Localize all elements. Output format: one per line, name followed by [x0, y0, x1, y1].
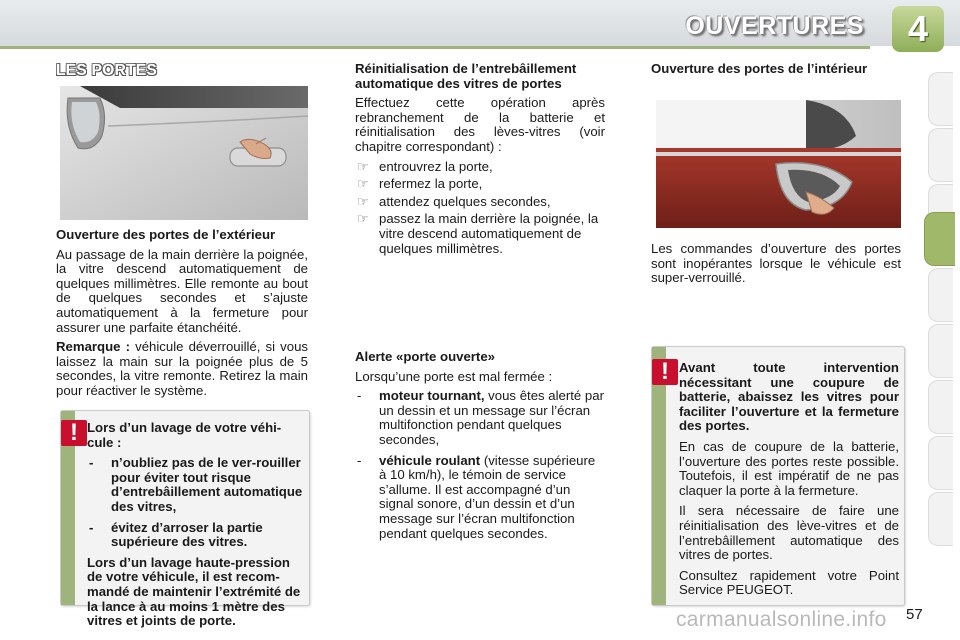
middle-column-bottom [355, 350, 605, 547]
washing-warning-outro: Lors d’un lavage haute-pression de votre véhicule, il est recom-mandé de maintenir l’extrémité de la lance à au moins 1 mètre des vitres et joints de porte. [87, 554, 301, 629]
list-item: ☞ attendez quelques secondes, [357, 193, 551, 209]
interior-opening-text-block [651, 242, 901, 291]
list-item: ☞ refermez la porte, [357, 176, 483, 192]
chapter-title: OUVERTURES [685, 12, 864, 40]
exterior-opening-text: Au passage de la main derrière la poignée, la vitre descend automatiquement de quelques millimètres. Elle remonte au bout de quelques secondes et s’ajuste automatiquement à la fermeture pour assurer une parfaite étanchéité. [56, 246, 308, 335]
list-item: - n’oubliez pas de le ver-rouiller pour éviter tout risque d’entrebâillement automatique des vitres, [89, 455, 303, 514]
chapter-tab-8[interactable] [928, 436, 953, 490]
remark-paragraph [56, 340, 308, 398]
chapter-tab-1[interactable] [928, 72, 953, 126]
battery-warning-bold: Avant toute intervention nécessitant une coupure de batterie, abaissez les vitres pour faciliter l’ouverture et la fermeture des portes. [679, 360, 899, 434]
battery-warning-p1: En cas de coupure de la batterie, l’ouverture des portes reste possible. Toutefois, il est impératif de ne pas claquer la porte à la fermeture. [679, 438, 899, 498]
interior-opening-heading-block [651, 62, 901, 82]
reinitialisation-steps [355, 160, 605, 257]
chapter-tab-6[interactable] [928, 324, 953, 378]
chapter-tab-7[interactable] [928, 380, 953, 434]
interior-door-handle-illustration [656, 100, 901, 228]
chapter-tab-9[interactable] [928, 492, 953, 546]
remark-label: Remarque : [56, 339, 130, 355]
list-item: - véhicule roulant (vitesse supérieure à 10 km/h), le témoin de service s’allume. Il est accompagné d’un signal sonore, d’un dessin et d’un message sur l’écran multifonction pendant quelques secondes. [357, 452, 596, 541]
remark-text: véhicule déverrouillé, si vous laissez la main sur la poignée plus de 5 secondes, la vitre remonte. Retirez la main pour réactiver le système. [56, 339, 309, 398]
chapter-tab-5[interactable] [928, 268, 953, 322]
hand-pointer-icon: ☞ [357, 158, 369, 174]
battery-warning-box [651, 346, 905, 606]
hand-pointer-icon: ☞ [357, 211, 369, 227]
door-open-alert-text: Lorsqu’une porte est mal fermée : [355, 368, 553, 384]
chapter-tab-2[interactable] [928, 128, 953, 182]
warning-exclamation-icon: ! [652, 359, 678, 385]
middle-column-top [355, 62, 605, 259]
warning-box-accent-bar [652, 347, 666, 605]
section-title: LES PORTES [56, 62, 158, 79]
washing-warning-list [87, 456, 305, 550]
hand-pointer-icon: ☞ [357, 193, 369, 209]
list-item: - moteur tournant, vous êtes alerté par un dessin et un message sur l’écran multifonction pendant quelques secondes, [357, 388, 604, 447]
interior-opening-text: Les commandes d’ouverture des portes sont inopérantes lorsque le véhicule est super-verrouillé. [651, 241, 901, 286]
battery-warning-p2: Il sera nécessaire de faire une réinitialisation des lève-vitres et de l’entrebâillement automatique des vitres de portes. [679, 503, 899, 563]
battery-warning-p3: Consultez rapidement votre Point Service PEUGEOT. [679, 567, 899, 598]
chapter-tabs [928, 72, 960, 578]
chapter-tab-4-active[interactable] [924, 212, 955, 266]
washing-warning-text [87, 421, 305, 635]
chapter-number-badge: 4 [892, 6, 944, 52]
left-column-text [56, 228, 308, 404]
page-number: 57 [906, 606, 923, 623]
header-accent-line [0, 46, 870, 49]
exterior-door-handle-illustration [60, 86, 308, 220]
hand-pointer-icon: ☞ [357, 176, 369, 192]
watermark: carmanualsonline.info [676, 608, 887, 631]
list-item: ☞ entrouvrez la porte, [357, 158, 493, 174]
reinitialisation-heading: Réinitialisation de l’entrebâillement automatique des vitres de portes [355, 61, 577, 91]
exterior-opening-heading: Ouverture des portes de l’extérieur [56, 227, 276, 242]
washing-warning-intro: Lors d’un lavage de votre véhi-cule : [87, 420, 282, 450]
door-open-alert-heading: Alerte «porte ouverte» [355, 349, 495, 364]
washing-warning-box [60, 410, 310, 629]
battery-warning-text [679, 361, 899, 604]
warning-exclamation-icon: ! [61, 420, 87, 446]
interior-opening-heading: Ouverture des portes de l’intérieur [651, 61, 868, 76]
list-item: ☞ passez la main derrière la poignée, la vitre descend automatiquement de quelques millimètres. [357, 211, 599, 256]
list-item: - évitez d’arroser la partie supérieure des vitres. [89, 519, 263, 550]
reinitialisation-text: Effectuez cette opération après rebranchement de la batterie et réinitialisation des lèves-vitres (voir chapitre correspondant) : [355, 95, 605, 154]
door-open-alert-list [355, 389, 605, 541]
